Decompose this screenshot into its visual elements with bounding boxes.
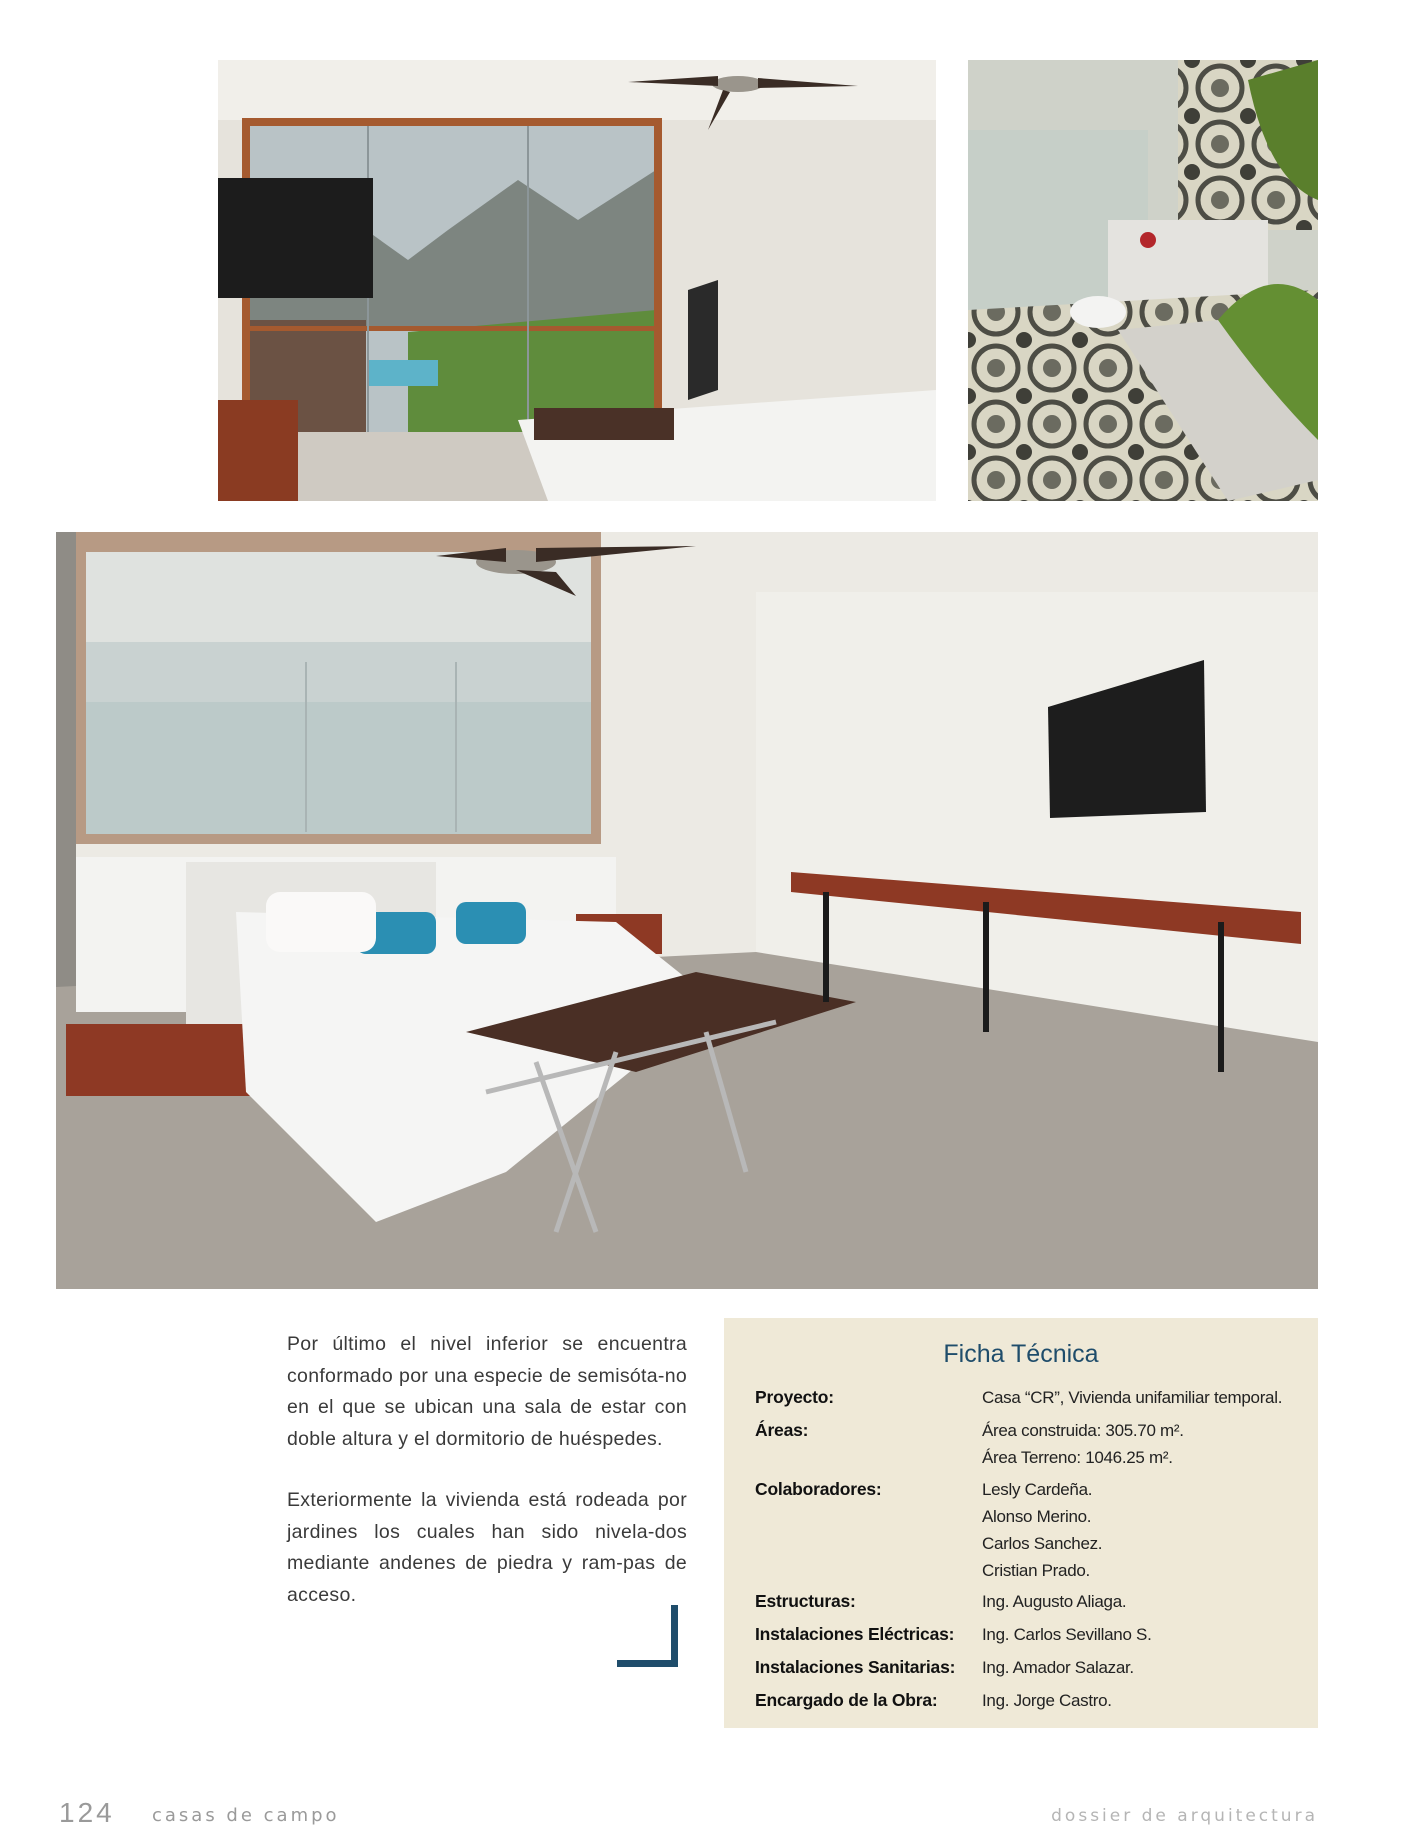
row-value-line: Casa “CR”, Vivienda unifamiliar temporal. <box>982 1388 1283 1407</box>
row-label: Proyecto: <box>755 1387 834 1407</box>
row-label: Instalaciones Eléctricas: <box>755 1624 955 1644</box>
row-label: Áreas: <box>755 1420 809 1440</box>
row-label: Estructuras: <box>755 1591 856 1611</box>
row-value-line: Área Terreno: 1046.25 m². <box>982 1448 1173 1467</box>
page-number: 124 <box>59 1797 115 1828</box>
technical-sheet-title: Ficha Técnica <box>943 1340 1099 1368</box>
row-value <box>982 1687 1322 1714</box>
magazine-name: dossier de arquitectura <box>1051 1806 1318 1826</box>
row-value-line: Ing. Augusto Aliaga. <box>982 1592 1127 1611</box>
row-value <box>982 1384 1322 1411</box>
row-value-line: Alonso Merino. <box>982 1507 1092 1526</box>
technical-sheet-box <box>724 1318 1318 1728</box>
row-value <box>982 1588 1322 1615</box>
body-paragraph-1: Por último el nivel inferior se encuentra conformado por una especie de semisóta-no en el que se ubican una sala de estar con doble altura y el dormitorio de huéspedes. <box>287 1333 687 1450</box>
row-value-line: Ing. Amador Salazar. <box>982 1658 1134 1677</box>
corner-bracket-mark <box>617 1605 681 1667</box>
row-value-line: Lesly Cardeña. <box>982 1480 1093 1499</box>
bathroom-photo <box>968 60 1318 501</box>
row-value <box>982 1476 1322 1584</box>
row-label: Encargado de la Obra: <box>755 1690 938 1710</box>
row-value-line: Ing. Jorge Castro. <box>982 1691 1112 1710</box>
row-value <box>982 1621 1322 1648</box>
row-value-line: Cristian Prado. <box>982 1561 1090 1580</box>
section-name: casas de campo <box>152 1805 340 1826</box>
row-value <box>982 1417 1322 1471</box>
master-bedroom-photo <box>56 532 1318 1289</box>
row-value <box>982 1654 1322 1681</box>
row-value-line: Carlos Sanchez. <box>982 1534 1103 1553</box>
row-value-line: Ing. Carlos Sevillano S. <box>982 1625 1152 1644</box>
row-value-line: Área construida: 305.70 m². <box>982 1421 1184 1440</box>
bedroom-window-photo <box>218 60 936 501</box>
row-label: Colaboradores: <box>755 1479 882 1499</box>
body-paragraph-2: Exteriormente la vivienda está rodeada por jardines los cuales han sido nivela-dos mediante andenes de piedra y ram-pas de acceso. <box>287 1489 687 1606</box>
row-label: Instalaciones Sanitarias: <box>755 1657 956 1677</box>
